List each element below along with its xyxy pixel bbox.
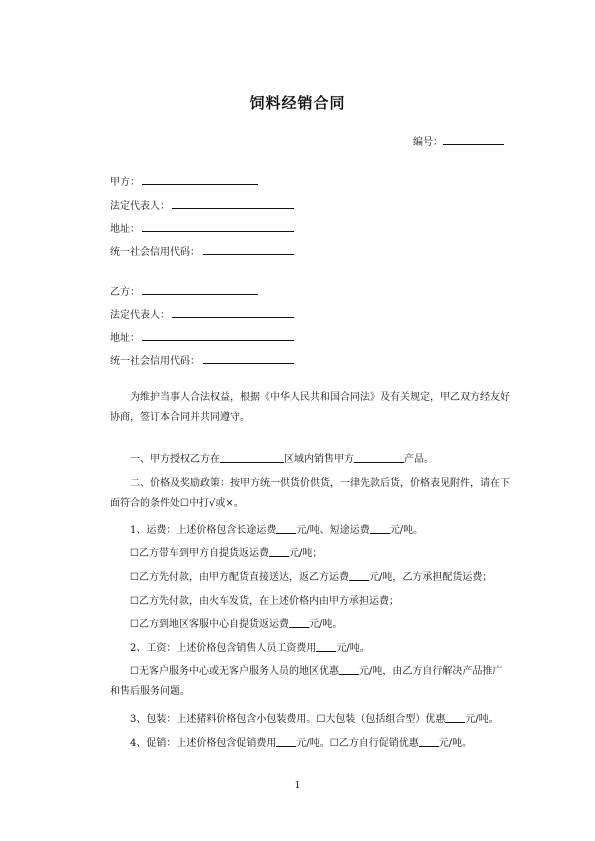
item-1-option-2-text-a[interactable]: ☐乙方先付款，由甲方配货直接送达，返乙方运费 [130, 572, 349, 583]
page-number: 1 [294, 781, 301, 791]
party-a-address-label: 地址： [110, 224, 140, 235]
clause-2-line-2: 面符合的条件处☐中打√或×。 [110, 498, 244, 509]
contract-number-label: 编号： [413, 137, 443, 148]
preamble-line-2: 协商，签订本合同并共同遵守。 [110, 412, 250, 423]
item-1-option-2-text-b: 元/吨，乙方承担配货运费； [368, 572, 493, 583]
item-1-option-4-text-a[interactable]: ☐乙方到地区客服中心自提货返运费 [130, 619, 289, 630]
item-1-option-4-field[interactable] [289, 616, 309, 628]
party-b-address-field[interactable] [142, 329, 294, 341]
clause-1-text-a: 一、甲方授权乙方在 [130, 454, 220, 465]
item-1-option-1-field[interactable] [269, 545, 289, 557]
party-a-name-label: 甲方： [110, 177, 140, 188]
item-4-promotion [110, 734, 510, 754]
document-title: 饲料经销合同 [249, 94, 346, 112]
item-2-option-text-a[interactable]: ☐无客户服务中心或无客户服务人员的地区优惠 [130, 666, 339, 677]
party-b-address-label: 地址： [110, 333, 140, 344]
item-1-freight [110, 521, 510, 541]
item-4-text-c: 元/吨。 [438, 738, 473, 749]
item-3-text-b: 元/吨。 [465, 714, 499, 725]
party-a-name-field[interactable] [142, 173, 258, 185]
item-1-text-b: 元/吨、短途运费 [296, 525, 370, 536]
item-1-long-freight-field[interactable] [276, 522, 296, 534]
item-1-short-freight-field[interactable] [370, 522, 390, 534]
party-a-address-field[interactable] [142, 220, 294, 232]
item-2-wages [110, 639, 510, 659]
item-2-option [110, 662, 510, 702]
item-4-self-promotion-field[interactable] [419, 735, 439, 747]
item-1-option-2-field[interactable] [349, 569, 369, 581]
item-2-option-line-2: 和售后服务问题。 [110, 686, 190, 697]
item-1-option-1-text-a[interactable]: ☐乙方带车到甲方自提货返运费 [130, 548, 269, 559]
item-1-option-2 [110, 568, 510, 588]
clause-2-line-1: 二、价格及奖励政策：按甲方统一供货价供货，一律先款后货，价格表见附件，请在下 [130, 478, 510, 489]
item-1-option-4-text-b: 元/吨。 [308, 619, 343, 630]
item-1-option-1 [110, 544, 510, 564]
party-b-rep-label: 法定代表人： [110, 310, 170, 321]
clause-1-text-b: 区域内销售甲方 [284, 454, 354, 465]
item-4-text-b[interactable]: 元/吨。☐乙方自行促销优惠 [296, 738, 419, 749]
item-1-option-1-text-b: 元/吨； [288, 548, 323, 559]
party-b-rep-field[interactable] [172, 306, 294, 318]
item-1-option-4 [110, 615, 510, 635]
item-3-packaging [110, 710, 510, 730]
party-b-credit-code-label: 统一社会信用代码： [110, 356, 200, 367]
item-2-text-a: 2、工资：上述价格包含销售人员工资费用 [130, 643, 317, 654]
item-2-text-b: 元/吨。 [336, 643, 370, 654]
item-3-text-a[interactable]: 3、包装：上述猪料价格包含小包装费用。☐大包装（包括组合型）优惠 [130, 714, 446, 725]
preamble-paragraph [110, 388, 510, 428]
party-a-credit-code-label: 统一社会信用代码： [110, 247, 200, 258]
contract-number-field[interactable] [443, 133, 504, 145]
clause-1-region-field[interactable] [220, 451, 284, 463]
clause-1-product-field[interactable] [354, 451, 404, 463]
item-3-packaging-field[interactable] [445, 711, 465, 723]
item-1-option-3 [110, 592, 510, 612]
item-1-text-a: 1、运费：上述价格包含长途运费 [130, 525, 277, 536]
item-2-option-field[interactable] [339, 663, 359, 675]
item-1-text-c: 元/吨。 [389, 525, 424, 536]
party-a-credit-code-field[interactable] [203, 243, 294, 255]
preamble-line-1: 为维护当事人合法权益，根据《中华人民共和国合同法》及有关规定，甲乙双方经友好 [130, 392, 510, 403]
party-a-rep-label: 法定代表人： [110, 201, 170, 212]
clause-1-text-c: 产品。 [404, 454, 434, 465]
party-b-name-field[interactable] [142, 283, 258, 295]
party-b-credit-code-field[interactable] [203, 352, 294, 364]
party-a-rep-field[interactable] [172, 197, 294, 209]
item-4-text-a: 4、促销：上述价格包含促销费用 [130, 738, 277, 749]
item-1-option-3-text[interactable]: ☐乙方先付款，由火车发货，在上述价格内由甲方承担运费； [130, 596, 399, 607]
clause-2 [110, 474, 510, 514]
clause-1 [110, 450, 510, 470]
item-2-wage-field[interactable] [316, 640, 336, 652]
item-4-promotion-fee-field[interactable] [276, 735, 296, 747]
party-b-name-label: 乙方： [110, 287, 140, 298]
item-2-option-text-b: 元/吨，由乙方自行解决产品推广 [358, 666, 503, 677]
